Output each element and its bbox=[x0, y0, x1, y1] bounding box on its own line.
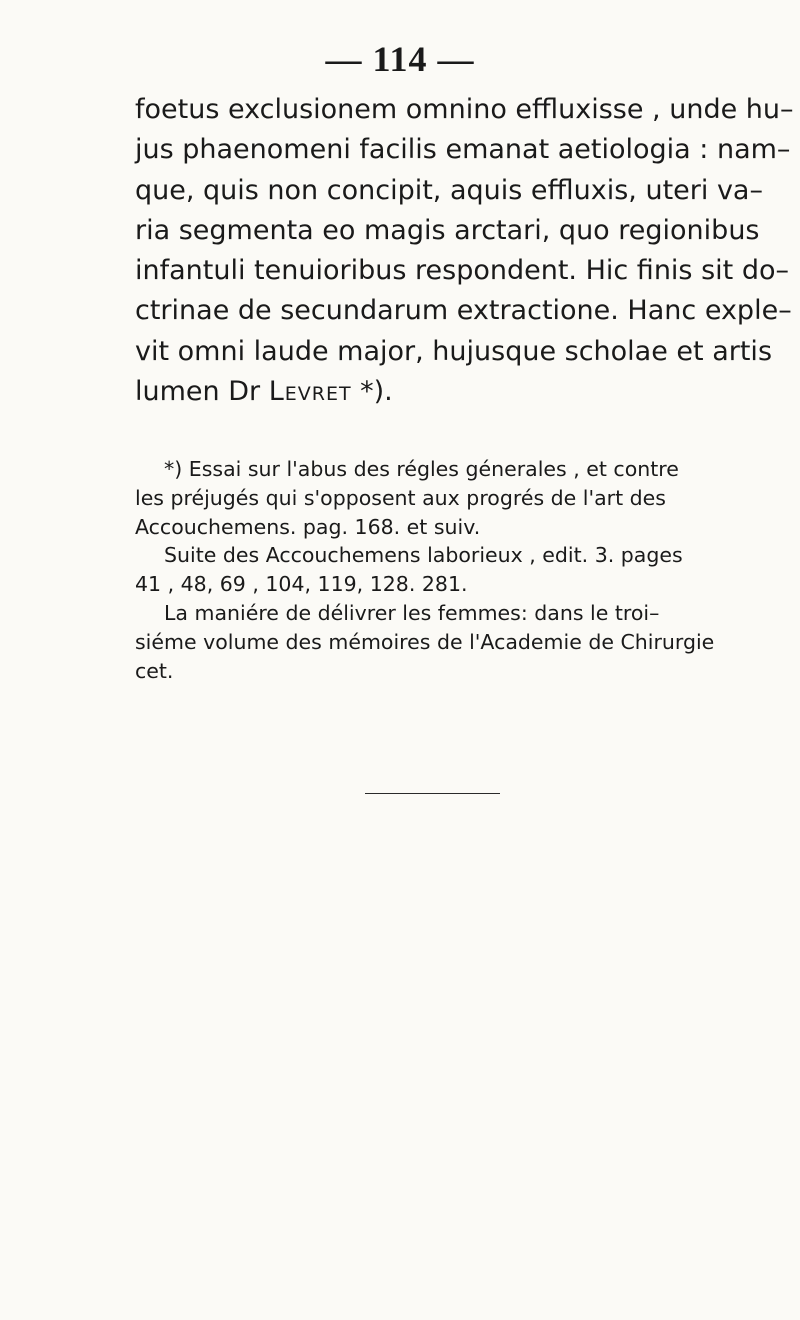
text-line: infantuli tenuioribus respondent. Hic finis sit do– bbox=[135, 255, 789, 287]
text-line: que, quis non concipit, aquis effluxis, uteri va– bbox=[135, 174, 763, 206]
footnote-line: *) Essai sur l'abus des régles génerales , et contre bbox=[164, 457, 679, 481]
footnote-line: Suite des Accouchemens laborieux , edit. 3. pages bbox=[164, 543, 683, 568]
divider-rule bbox=[365, 793, 500, 794]
footnote-line: La maniére de délivrer les femmes: dans le troi– bbox=[164, 600, 660, 625]
main-text-block bbox=[135, 90, 794, 412]
footnote-line: siéme volume des mémoires de l'Academie de Chirurgie bbox=[135, 629, 715, 654]
footnote-block bbox=[135, 455, 745, 685]
page-number: — 114 — bbox=[325, 39, 475, 79]
text-line: vit omni laude major, hujusque scholae et artis bbox=[135, 335, 773, 367]
footnote-line: cet. bbox=[135, 658, 174, 683]
footnote-line: 41 , 48, 69 , 104, 119, 128. 281. bbox=[135, 572, 468, 597]
author-name: Levret bbox=[268, 376, 352, 408]
footnote-reference: *). bbox=[351, 376, 393, 408]
text-line: jus phaenomeni facilis emanat aetiologia : nam– bbox=[135, 134, 791, 166]
text-line: foetus exclusionem omnino effluxisse , unde hu– bbox=[135, 94, 794, 125]
text-line-last bbox=[135, 372, 735, 412]
text-prefix: lumen Dr bbox=[135, 376, 269, 408]
footnote-line: les préjugés qui s'opposent aux progrés de l'art des bbox=[135, 485, 666, 510]
text-line: ria segmenta eo magis arctari, quo regionibus bbox=[135, 214, 760, 246]
text-line: ctrinae de secundarum extractione. Hanc exple– bbox=[135, 295, 792, 327]
footnote-line: Accouchemens. pag. 168. et suiv. bbox=[135, 514, 481, 539]
